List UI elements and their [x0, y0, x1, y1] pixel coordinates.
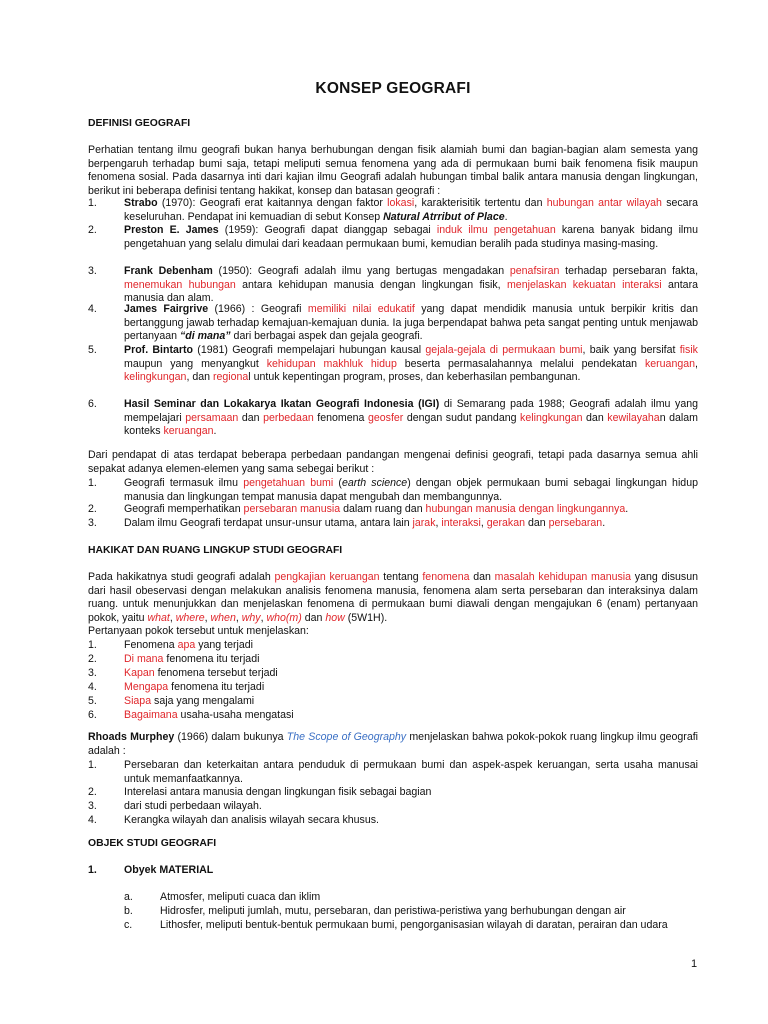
list-number: 1. — [88, 477, 97, 489]
highlighted-term: lokasi — [387, 197, 415, 209]
material-num: 1. — [88, 864, 97, 876]
list-number: 5. — [88, 344, 97, 356]
text-segment: , baik yang bersifat — [582, 344, 680, 356]
text-segment: (1966) dalam bukunya — [174, 731, 287, 743]
list-text — [124, 759, 698, 786]
hakikat-paragraph — [88, 571, 698, 625]
page-number: 1 — [691, 958, 698, 970]
list-item — [88, 891, 698, 905]
highlighted-term: persebaran — [548, 517, 603, 529]
highlighted-term: interaksi — [441, 517, 481, 529]
text-segment: Interelasi antara manusia dengan lingkungan fisik sebagai bagian — [124, 786, 432, 798]
text-segment: fenomena — [313, 411, 368, 424]
text-segment: antara kehidupan manusia dengan lingkungan fisik, — [235, 278, 507, 291]
highlighted-term: why — [241, 611, 261, 624]
text-segment: , — [235, 611, 242, 624]
text-segment: di Semarang pada 1988; Geografi adalah ilmu yang mempelajari — [124, 398, 698, 424]
text-segment: karena banyak bidang ilmu pengetahuan yang selalu dimulai dari keadaan permukaan bumi, kemudian beralih pada studinya masing-masing. — [124, 224, 699, 250]
highlighted-term: kehidupan makhluk hidup — [266, 357, 397, 370]
list-number: 4. — [88, 814, 97, 826]
highlighted-term: persebaran manusia — [243, 503, 341, 515]
highlighted-term: when — [210, 611, 236, 624]
list-item — [88, 503, 698, 517]
highlighted-term: how — [325, 611, 345, 624]
list-text — [124, 477, 698, 504]
text-segment: maupun yang menyangkut — [124, 357, 267, 370]
text-segment: (1950): Geografi adalah ilmu yang bertugas mengadakan — [212, 265, 510, 277]
bold-term: Frank Debenham — [124, 265, 213, 277]
list-number: 3. — [88, 517, 97, 529]
highlighted-term: menjelaskan kekuatan interaksi — [506, 278, 662, 291]
list-text — [124, 344, 698, 385]
list-item — [88, 667, 698, 681]
list-item — [88, 303, 698, 344]
bold-term: Preston E. James — [124, 224, 219, 236]
text-segment: earth science — [341, 477, 408, 489]
text-segment: , — [169, 611, 176, 624]
text-segment: , dan — [186, 371, 213, 384]
list-number: 5. — [88, 695, 97, 707]
list-number: 3. — [88, 667, 97, 679]
text-segment: terhadap persebaran fakta, — [559, 265, 699, 277]
list-number: a. — [124, 891, 133, 903]
bold-term: James Fairgrive — [124, 303, 209, 315]
list-text — [124, 786, 698, 800]
text-segment: saja yang mengalami — [151, 695, 255, 707]
list-text — [124, 265, 698, 306]
highlighted-term: pengkajian keruangan — [274, 571, 380, 583]
material-heading — [88, 864, 698, 878]
page-title: KONSEP GEOGRAFI — [315, 80, 471, 97]
list-text — [124, 709, 698, 723]
text-segment: , karakterisitik tertentu dan — [414, 197, 547, 209]
text-segment: ) dengan objek permukaan bumi sebagai lingkungan hidup manusia dan lingkungan tempat manusia dapat mengubah dan membangunnya. — [124, 477, 698, 503]
list-number: 2. — [88, 224, 97, 236]
list-item — [88, 759, 698, 786]
list-item — [88, 265, 698, 306]
list-text — [124, 667, 698, 681]
highlighted-term: keruangan — [644, 357, 696, 370]
list-text — [124, 814, 698, 828]
highlighted-term: memiliki nilai edukatif — [307, 303, 415, 315]
list-text — [124, 681, 698, 695]
list-item — [88, 517, 698, 531]
highlighted-term: perbedaan — [263, 411, 314, 424]
text-segment: fenomena tersebut terjadi — [154, 667, 278, 679]
text-segment: dari berbagai aspek dan gejala geografi. — [230, 330, 423, 343]
text-segment: Persebaran dan keterkaitan antara penduduk di permukaan bumi dan aspek-aspek keruangan, serta usaha manusai untuk memanfaatkannya. — [124, 759, 698, 785]
text-segment: Dalam ilmu Geografi terdapat unsur-unsur utama, antara lain — [124, 517, 413, 529]
text-segment: . — [504, 210, 508, 223]
murphey-paragraph — [88, 731, 698, 758]
highlighted-term: geosfer — [367, 411, 404, 424]
list-text — [124, 398, 698, 439]
list-item — [88, 224, 698, 251]
text-segment: (5W1H). — [344, 611, 388, 624]
list-item — [88, 709, 698, 723]
book-title: The Scope of Geography — [286, 731, 407, 743]
text-segment: (1970): Geografi erat kaitannya dengan faktor — [157, 197, 388, 209]
list-number: c. — [124, 919, 133, 931]
text-segment: , — [435, 517, 442, 529]
text-segment: , — [480, 517, 487, 529]
text-segment: menjelaskan bahwa pokok-pokok ruang lingkup ilmu geografi adalah : — [88, 731, 699, 757]
text-segment: Geografi termasuk ilmu — [124, 477, 244, 489]
highlighted-term: induk ilmu pengetahuan — [436, 224, 556, 236]
text-segment: dan — [525, 517, 549, 529]
highlighted-term: regiona — [212, 371, 249, 384]
list-item — [88, 905, 698, 919]
text-segment: dan — [238, 411, 264, 424]
list-number: 2. — [88, 503, 97, 515]
highlighted-term: Bagaimana — [124, 709, 178, 721]
list-text — [124, 653, 698, 667]
bold-term: Strabo — [124, 197, 158, 209]
list-item — [88, 477, 698, 504]
text-segment: usaha-usaha mengatasi — [177, 709, 294, 721]
text-segment: dan — [301, 611, 326, 624]
text-segment: fenomena itu terjadi — [163, 653, 260, 665]
list-item — [88, 653, 698, 667]
highlighted-term: Di mana — [124, 653, 164, 665]
text-segment: (1966) : Geografi — [208, 303, 308, 315]
definisi-intro: Perhatian tentang ilmu geografi bukan hanya berhubungan dengan fisik alamiah bumi dan bagian-bagian alam semesta yang berpengaruh terhadap bumi saja, tetapi meliputi semua fenomena yang ada di permukaan bumi baik fenomena fisik maupun fenomena sosial. Pada dasarnya inti dari kajian ilmu Geografi adalah hubungan timbal balik antara manusia dengan lingkungan, berikut ini beberapa definisi tentang hakikat, konsep dan batasan geografi : — [88, 144, 698, 197]
text-segment: yang dapat mendidik manusia untuk berpikir kritis dan bertanggung jawab terhadap kemajuan-kemajuan dunia. Ia juga berpendapat bahwa peta sangat penting untuk menjawab pertanyaan — [124, 303, 698, 343]
text-segment: Geografi memperhatikan — [124, 503, 244, 515]
highlighted-term: apa — [177, 639, 196, 651]
list-item — [88, 681, 698, 695]
heading-definisi: DEFINISI GEOGRAFI — [88, 118, 191, 129]
text-segment: Fenomena — [124, 639, 178, 651]
heading-hakikat: HAKIKAT DAN RUANG LINGKUP STUDI GEOGRAFI — [88, 545, 343, 556]
text-segment: , — [695, 357, 698, 370]
list-number: 2. — [88, 653, 97, 665]
text-segment: , — [204, 611, 211, 624]
list-item — [88, 814, 698, 828]
list-number: 2. — [88, 786, 97, 798]
list-text — [124, 639, 698, 653]
highlighted-term: penafsiran — [509, 265, 560, 277]
material-label: Obyek MATERIAL — [124, 864, 214, 876]
highlighted-term: kelingkungan — [124, 371, 187, 384]
list-number: 3. — [88, 265, 97, 277]
highlighted-term: where — [175, 611, 205, 624]
highlighted-term: masalah kehidupan manusia — [494, 571, 632, 583]
text-segment: beserta permasalahannya melalui pendekatan — [396, 357, 645, 370]
list-item — [88, 800, 698, 814]
list-text — [160, 919, 698, 933]
list-text — [124, 517, 698, 531]
highlighted-term: persamaan — [185, 411, 239, 424]
highlighted-term: kelingkungan — [520, 411, 583, 424]
highlighted-term: pengetahuan bumi — [243, 477, 334, 489]
highlighted-term: fisik — [679, 344, 698, 356]
text-segment: secara keseluruhan. Pendapat ini kemuadian di sebut Konsep — [124, 197, 698, 223]
list-number: 3. — [88, 800, 97, 812]
list-item — [88, 344, 698, 385]
text-segment: (1959): Geografi dapat dianggap sebagai — [218, 224, 437, 236]
list-item — [88, 639, 698, 653]
text-segment: Pada hakikatnya studi geografi adalah — [88, 571, 275, 583]
bold-term: Rhoads Murphey — [88, 731, 175, 743]
text-segment: ( — [333, 477, 342, 489]
highlighted-term: what — [147, 611, 170, 624]
highlighted-term: hubungan manusia dengan lingkungannya — [425, 503, 626, 515]
list-item — [88, 919, 698, 933]
list-number: 4. — [88, 681, 97, 693]
list-number: 6. — [88, 398, 97, 410]
highlighted-term: hubungan antar wilayah — [546, 197, 662, 209]
list-text — [124, 224, 698, 251]
list-number: b. — [124, 905, 133, 917]
list-number: 4. — [88, 303, 97, 315]
text-segment: Lithosfer, meliputi bentuk-bentuk permukaan bumi, pengorganisasian wilayah di daratan, perairan dan udara — [160, 919, 668, 931]
list-text — [124, 695, 698, 709]
list-text — [160, 891, 698, 905]
text-segment: “di mana” — [179, 330, 231, 343]
text-segment: dan — [469, 571, 495, 583]
list-text — [124, 800, 698, 814]
list-text — [160, 905, 698, 919]
list-item — [88, 197, 698, 224]
text-segment: , — [260, 611, 267, 624]
list-item — [88, 786, 698, 800]
questions-intro: Pertanyaan pokok tersebut untuk menjelaskan: — [88, 625, 309, 637]
highlighted-term: Mengapa — [124, 681, 169, 693]
text-segment: yang disusun dari hasil obeservasi dengan melakukan analisis fenomena manusia, fenomena alam serta persebaran dan interaksinya dalam ruang. untuk menunjukkan dan menjelaskan fenomena di permukaan bumi diawali dengan mengajukan 6 (enam) pertanyaan pokok, yaitu — [88, 571, 699, 624]
highlighted-term: jarak — [412, 517, 436, 529]
text-segment: n dalam konteks — [124, 411, 699, 438]
text-segment: . — [625, 503, 629, 515]
text-segment: . — [213, 425, 217, 438]
text-segment: Natural Atrribut of Place — [383, 210, 505, 223]
text-segment: l untuk kepentingan program, proses, dan keberhasilan pembangunan. — [248, 371, 581, 384]
text-segment: Kerangka wilayah dan analisis wilayah secara khusus. — [124, 814, 379, 826]
text-segment: dan — [582, 411, 608, 424]
highlighted-term: kewilayaha — [607, 411, 660, 424]
text-segment: Atmosfer, meliputi cuaca dan iklim — [160, 891, 321, 903]
text-segment: tentang — [379, 571, 423, 583]
list-item — [88, 398, 698, 439]
text-segment: yang terjadi — [195, 639, 253, 651]
list-item — [88, 695, 698, 709]
list-number: 1. — [88, 759, 97, 771]
text-segment: . — [602, 517, 606, 529]
highlighted-term: fenomena — [422, 571, 470, 583]
highlighted-term: Kapan — [124, 667, 155, 679]
list-number: 6. — [88, 709, 97, 721]
text-segment: (1981) Geografi mempelajari hubungan kausal — [193, 344, 426, 356]
highlighted-term: gerakan — [486, 517, 526, 529]
highlighted-term: gejala-gejala di permukaan bumi — [425, 344, 583, 356]
highlighted-term: Siapa — [124, 695, 152, 707]
highlighted-term: menemukan hubungan — [124, 278, 236, 291]
bold-term: Prof. Bintarto — [124, 344, 194, 356]
text-segment: dalam ruang dan — [340, 503, 426, 515]
list-text — [124, 303, 698, 344]
text-segment: dari studi perbedaan wilayah. — [124, 800, 262, 812]
text-segment: fenomena itu terjadi — [168, 681, 265, 693]
summary-intro: Dari pendapat di atas terdapat beberapa perbedaan pandangan mengenai definisi geografi, tetapi pada dasarnya semua ahli sepakat adanya elemen-elemen yang sama sebegai berikut : — [88, 449, 698, 475]
text-segment: dengan sudut pandang — [403, 411, 521, 424]
bold-term: Hasil Seminar dan Lokakarya Ikatan Geografi Indonesia (IGI) — [124, 398, 440, 410]
text-segment: Hidrosfer, meliputi jumlah, mutu, persebaran, dan peristiwa-peristiwa yang berhubungan dengan air — [160, 905, 626, 917]
heading-objek: OBJEK STUDI GEOGRAFI — [88, 838, 217, 849]
text-segment: antara manusia dan alam. — [124, 278, 698, 305]
highlighted-term: keruangan — [163, 425, 214, 438]
list-text — [124, 503, 698, 517]
list-text — [124, 197, 698, 224]
list-number: 1. — [88, 639, 97, 651]
highlighted-term: who(m) — [266, 611, 302, 624]
list-number: 1. — [88, 197, 97, 209]
